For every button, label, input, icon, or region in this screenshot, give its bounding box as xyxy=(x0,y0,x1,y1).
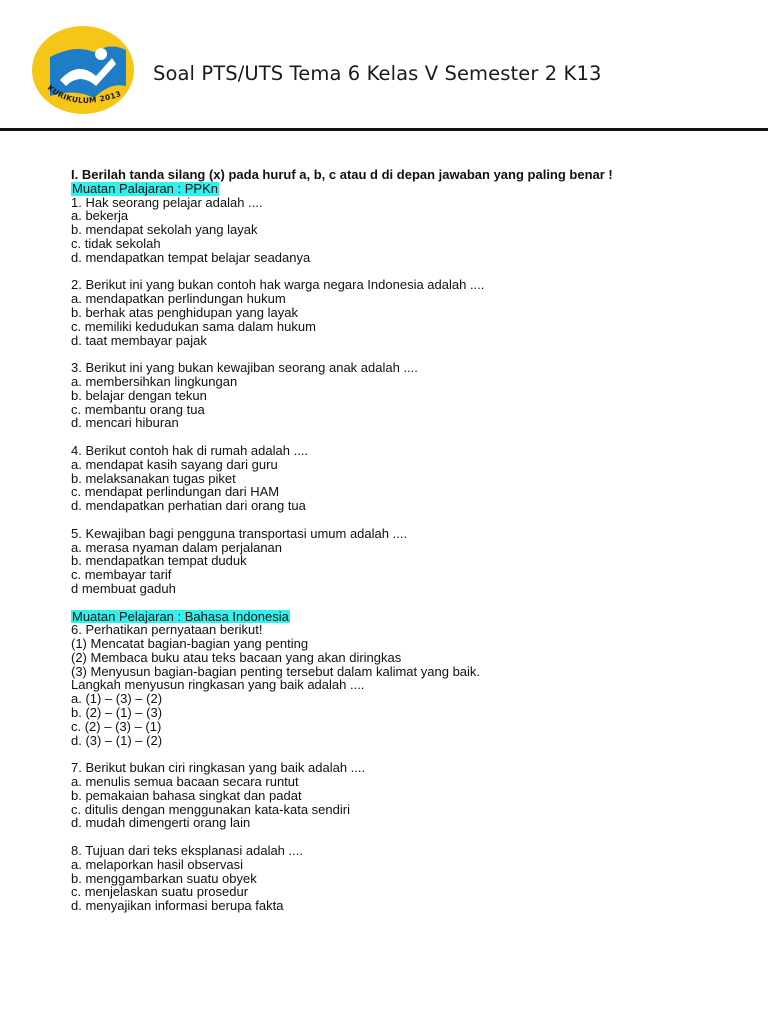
question-text: 4. Berikut contoh hak di rumah adalah .... xyxy=(71,442,309,458)
section-ppkn xyxy=(71,182,751,610)
option-b: b. mendapat sekolah yang layak xyxy=(71,222,258,238)
statement-3: (3) Menyusun bagian-bagian penting tersebut dalam kalimat yang baik. xyxy=(71,663,481,679)
question-8 xyxy=(71,844,751,913)
option-a: a. mendapatkan perlindungan hukum xyxy=(71,291,286,307)
option-d: d membuat gaduh xyxy=(71,580,176,596)
subject-heading: Muatan Palajaran : PPKn xyxy=(72,180,218,196)
question-text: 8. Tujuan dari teks eksplanasi adalah .... xyxy=(71,843,303,859)
option-c: c. membayar tarif xyxy=(71,567,172,583)
spacer xyxy=(71,347,751,361)
spacer xyxy=(71,265,751,279)
option-b: b. pemakaian bahasa singkat dan padat xyxy=(71,787,302,803)
instructions: I. Berilah tanda silang (x) pada huruf a, b, c atau d di depan jawaban yang paling benar ! xyxy=(71,167,613,182)
spacer xyxy=(71,430,751,444)
logo-text: KURIKULUM 2013 xyxy=(45,83,123,105)
option-c: c. membantu orang tua xyxy=(71,401,205,417)
option-a: a. melaporkan hasil observasi xyxy=(71,856,243,872)
document-title: Soal PTS/UTS Tema 6 Kelas V Semester 2 K13 xyxy=(153,62,602,85)
option-b: b. belajar dengan tekun xyxy=(71,387,207,403)
option-a: a. menulis semua bacaan secara runtut xyxy=(71,774,299,790)
option-d: d. (3) – (1) – (2) xyxy=(71,732,163,748)
question-prompt: Langkah menyusun ringkasan yang baik adalah .... xyxy=(71,677,365,693)
statement-2: (2) Membaca buku atau teks bacaan yang akan diringkas xyxy=(71,649,402,665)
option-d: d. mencari hiburan xyxy=(71,415,179,431)
option-b: b. berhak atas penghidupan yang layak xyxy=(71,304,298,320)
spacer xyxy=(71,596,751,610)
option-b: b. mendapatkan tempat duduk xyxy=(71,553,247,569)
option-b: b. melaksanakan tugas piket xyxy=(71,470,236,486)
question-4 xyxy=(71,444,751,513)
option-c: c. memiliki kedudukan sama dalam hukum xyxy=(71,318,316,334)
spacer xyxy=(71,830,751,844)
option-d: d. mendapatkan tempat belajar seadanya xyxy=(71,249,311,265)
option-a: a. bekerja xyxy=(71,208,129,224)
question-text: 7. Berikut bukan ciri ringkasan yang baik adalah .... xyxy=(71,760,366,776)
question-3 xyxy=(71,361,751,430)
question-1 xyxy=(71,196,751,265)
question-text: 6. Perhatikan pernyataan berikut! xyxy=(71,622,263,638)
header-divider xyxy=(0,128,768,131)
question-text: 1. Hak seorang pelajar adalah .... xyxy=(71,194,263,210)
option-d: d. mendapatkan perhatian dari orang tua xyxy=(71,498,306,514)
option-b: b. (2) – (1) – (3) xyxy=(71,705,163,721)
subject-heading: Muatan Pelajaran : Bahasa Indonesia xyxy=(72,608,289,624)
option-c: c. (2) – (3) – (1) xyxy=(71,718,162,734)
option-a: a. merasa nyaman dalam perjalanan xyxy=(71,539,283,555)
option-a: a. membersihkan lingkungan xyxy=(71,373,238,389)
statement-1: (1) Mencatat bagian-bagian yang penting xyxy=(71,636,309,652)
spacer xyxy=(71,513,751,527)
option-c: c. menjelaskan suatu prosedur xyxy=(71,884,249,900)
question-5 xyxy=(71,527,751,596)
exam-content xyxy=(71,168,751,913)
option-d: d. taat membayar pajak xyxy=(71,332,207,348)
option-d: d. menyajikan informasi berupa fakta xyxy=(71,898,284,914)
question-6 xyxy=(71,623,751,747)
kurikulum-2013-logo-icon xyxy=(30,24,136,116)
spacer xyxy=(71,747,751,761)
option-a: a. (1) – (3) – (2) xyxy=(71,691,163,707)
option-c: c. ditulis dengan menggunakan kata-kata sendiri xyxy=(71,801,350,817)
section-bahasa-indonesia xyxy=(71,610,751,914)
option-d: d. mudah dimengerti orang lain xyxy=(71,815,251,831)
option-c: c. tidak sekolah xyxy=(71,235,161,251)
question-2 xyxy=(71,278,751,347)
page-header xyxy=(0,0,768,131)
question-7 xyxy=(71,761,751,830)
question-text: 3. Berikut ini yang bukan kewajiban seorang anak adalah .... xyxy=(71,360,418,376)
question-text: 5. Kewajiban bagi pengguna transportasi umum adalah .... xyxy=(71,525,408,541)
option-b: b. menggambarkan suatu obyek xyxy=(71,870,257,886)
question-text: 2. Berikut ini yang bukan contoh hak warga negara Indonesia adalah .... xyxy=(71,277,485,293)
option-c: c. mendapat perlindungan dari HAM xyxy=(71,484,280,500)
option-a: a. mendapat kasih sayang dari guru xyxy=(71,456,278,472)
